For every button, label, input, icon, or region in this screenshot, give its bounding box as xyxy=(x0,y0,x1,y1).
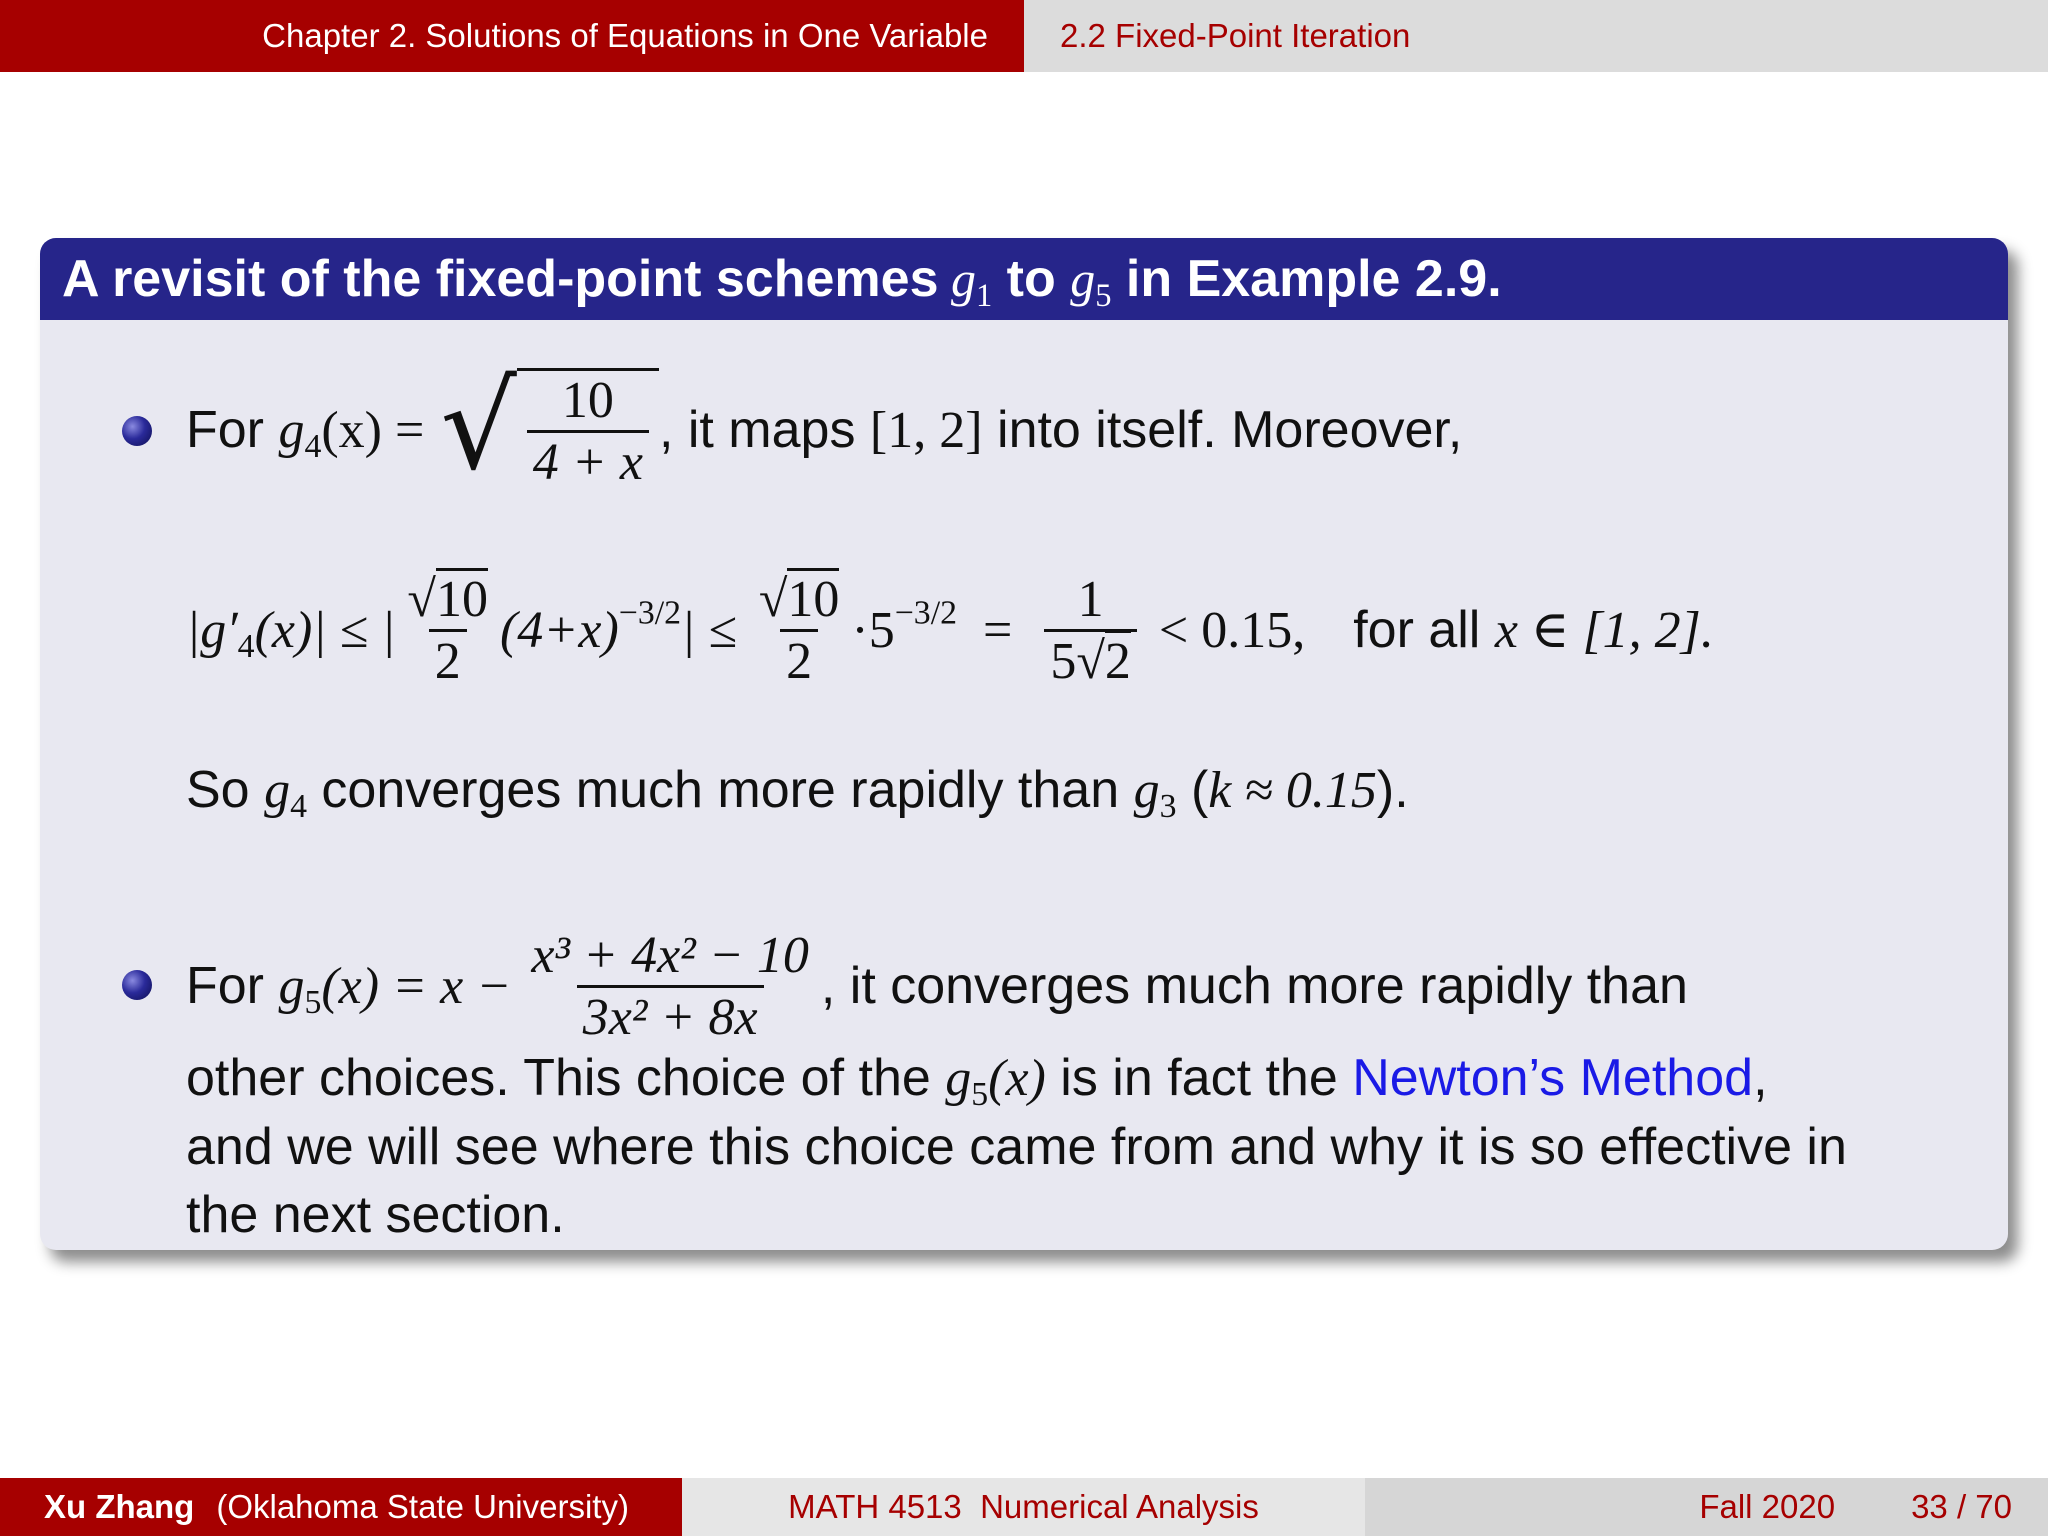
block-title-text-3: in Example 2.9. xyxy=(1111,250,1502,308)
block-title-text-1: A revisit of the fixed-point schemes xyxy=(62,250,939,308)
footer-course[interactable] xyxy=(682,1478,1365,1536)
footer-course-label: MATH 4513 Numerical Analysis xyxy=(788,1488,1259,1525)
fraction-sqrt10-over-2-b: $\frac{√10}{2}$ xyxy=(753,570,846,691)
bullet2-line4: the next section. xyxy=(186,1186,565,1244)
footer-author[interactable] xyxy=(0,1478,682,1536)
header-section-label[interactable]: Chapter 2. Solutions of Equations in One Variable xyxy=(262,17,988,54)
fraction-sqrt10-over-2: $\frac{√10}{2}$ xyxy=(401,570,494,691)
block-title-text-2: to xyxy=(992,250,1071,308)
block-title-g5: $g_5$ xyxy=(1070,251,1112,314)
bullet2-line3: and we will see where this choice came from and why it is so effective in xyxy=(186,1118,1847,1176)
bullet-icon xyxy=(122,416,152,446)
g4-function: $g_4(x)$ = xyxy=(278,401,425,465)
footer-bar xyxy=(0,1478,2048,1536)
footer-author-name: Xu Zhang xyxy=(44,1488,195,1525)
bullet1-line1: For $g_4(x)$ = √ $\frac{10}{4 + x}$ , it maps [1, 2] into itself. Moreover, xyxy=(186,358,1463,497)
bullet-icon xyxy=(122,970,152,1000)
bullet2-line2: other choices. This choice of the $g_5(x)$ is in fact the Newton’s Method, xyxy=(186,1049,1768,1114)
header-section-title[interactable] xyxy=(0,0,1024,72)
bullet2-line1: For $g_5(x) = x$ − $\frac{\text{x³ + 4x² − 10}}{\text{3x² + 8x}}$ , it converges much more rapidly than xyxy=(186,926,1688,1046)
block-title-g1: $g_1$ xyxy=(950,251,993,314)
derivative-bound-equation: $|g'_4(x)|$ ≤ | $\frac{√10}{2}$ $(4+x)^{-3/2}|$ ≤ $\frac{√10}{2}$ $\cdot 5^{-3/2}$ = $\frac{1}{5√2}$ < 0.15, for all x ∈ [1, 2]. xyxy=(186,560,1714,700)
block-title xyxy=(40,238,2008,320)
footer-affiliation: (Oklahoma State University) xyxy=(216,1488,629,1525)
footer-term-page xyxy=(1365,1478,2048,1536)
header-subsection-label[interactable]: 2.2 Fixed-Point Iteration xyxy=(1060,17,1411,54)
fraction-1-over-5sqrt2: $\frac{1}{5√2}$ xyxy=(1044,570,1137,691)
fraction-newton: $\frac{\text{x³ + 4x² − 10}}{\text{3x² + 8x}}$ xyxy=(531,926,809,1046)
footer-term: Fall 2020 xyxy=(1699,1488,1836,1525)
header-subsection-title[interactable] xyxy=(1024,0,2048,72)
bullet1-conclusion: So $g_4$ converges much more rapidly than $g_3$ ( k ≈ 0.15 ). xyxy=(186,761,1409,825)
bullet2-paragraph xyxy=(186,1044,1847,1249)
sqrt-expression: √ $\frac{10}{4 + x}$ xyxy=(440,368,659,492)
footer-page-number[interactable]: 33 / 70 xyxy=(1911,1488,2012,1525)
header-bar xyxy=(0,0,2048,72)
newtons-method-link[interactable]: Newton’s Method xyxy=(1352,1049,1754,1107)
interval: [1, 2] xyxy=(869,401,983,459)
g5-function: $g_5(x) = x$ − xyxy=(278,957,512,1021)
fraction-10-over-4-plus-x: $\frac{10}{4 + x}$ xyxy=(527,371,649,492)
